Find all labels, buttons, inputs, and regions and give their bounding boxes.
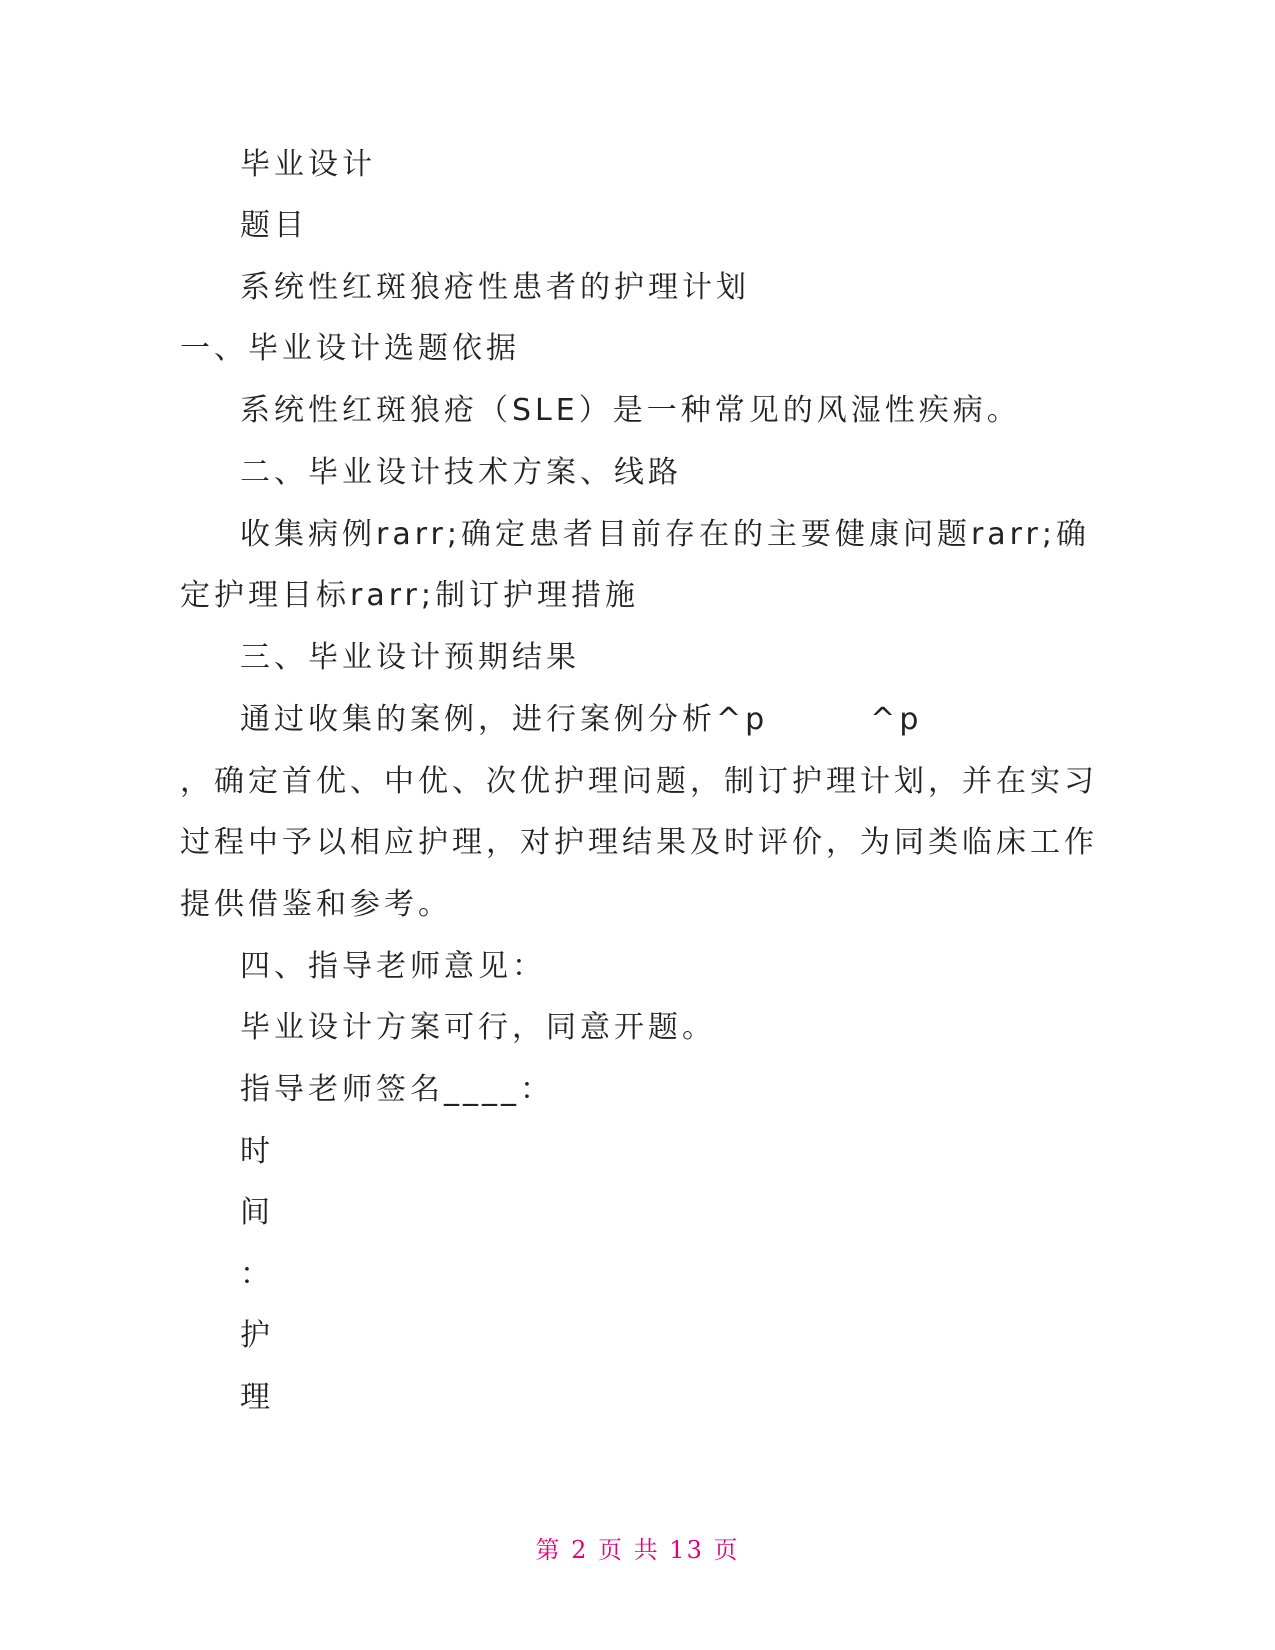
doc-line: 理 — [240, 1380, 274, 1415]
section-heading: 二、毕业设计技术方案、线路 — [240, 455, 682, 490]
doc-line: ： — [240, 1257, 274, 1292]
doc-line: 通过收集的案例，进行案例分析^p ^p — [240, 702, 923, 737]
doc-line: 定护理目标rarr;制订护理措施 — [180, 578, 639, 613]
doc-line: 过程中予以相应护理，对护理结果及时评价，为同类临床工作 — [180, 825, 1098, 860]
section-heading: 三、毕业设计预期结果 — [240, 640, 580, 675]
doc-line: 提供借鉴和参考。 — [180, 887, 452, 922]
doc-line: ，确定首优、中优、次优护理问题，制订护理计划，并在实习 — [180, 764, 1098, 799]
doc-line: 收集病例rarr;确定患者目前存在的主要健康问题rarr;确 — [240, 517, 1090, 552]
doc-line: 间 — [240, 1195, 274, 1230]
doc-line: 护 — [240, 1318, 274, 1353]
section-heading: 一、毕业设计选题依据 — [180, 331, 520, 366]
page-number-footer: 第 2 页 共 13 页 — [535, 1536, 740, 1564]
section-heading: 四、指导老师意见： — [240, 949, 546, 984]
doc-line: 毕业设计方案可行，同意开题。 — [240, 1010, 716, 1045]
doc-line: 系统性红斑狼疮性患者的护理计划 — [240, 270, 750, 305]
doc-line: 系统性红斑狼疮（SLE）是一种常见的风湿性疾病。 — [240, 393, 1021, 428]
signature-line: 指导老师签名____： — [240, 1072, 554, 1107]
doc-line: 题目 — [240, 208, 308, 243]
doc-line: 时 — [240, 1134, 274, 1169]
doc-line: 毕业设计 — [240, 147, 376, 182]
